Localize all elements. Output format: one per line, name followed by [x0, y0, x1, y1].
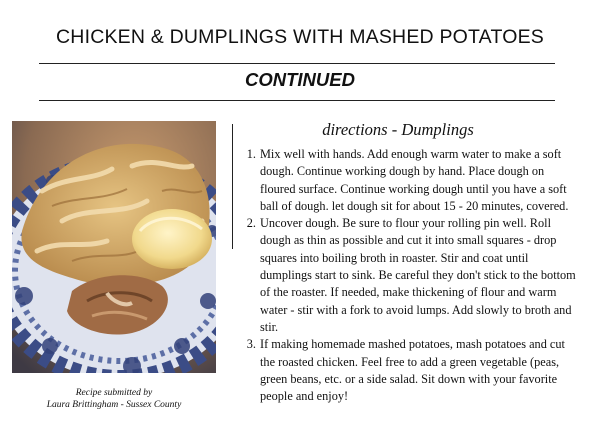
credit-line-2: Laura Brittingham - Sussex County [46, 400, 182, 410]
column-divider [232, 124, 233, 249]
recipe-title: CHICKEN & DUMPLINGS WITH MASHED POTATOES [56, 26, 544, 48]
direction-step-3: 3. If making homemade mashed potatoes, mash potatoes and cut the roasted chicken. Feel free to add a green vegetable (peas, green beans, etc. or a side salad. Sit down with your favorite people and enjoy! [259, 336, 579, 405]
direction-step-1: 1. Mix well with hands. Add enough warm water to make a soft dough. Continue working dough by hand. Place dough on floured surface. Continue working dough until you have a soft ball of dough. let dough sit for about 15 - 20 minutes, covered. [259, 146, 579, 215]
bottom-rule [39, 100, 555, 101]
top-rule [39, 63, 555, 64]
dish-photo [12, 121, 216, 373]
directions-heading: directions - Dumplings [322, 120, 474, 139]
continued-label: CONTINUED [245, 69, 355, 90]
credit-line-1: Recipe submitted by [75, 388, 153, 398]
direction-step-2: 2. Uncover dough. Be sure to flour your rolling pin well. Roll dough as thin as possible and cut it into small squares - drop squares into boiling broth in roaster. Stir and coat until dumplings start to sink. Be careful they don't stick to the bottom of the roaster. If needed, make thickening of flour and warm water - stir with a fork to avoid lumps. Add slowly to broth and stir. [259, 215, 579, 336]
directions-list [244, 146, 579, 405]
recipe-credit [12, 387, 216, 411]
